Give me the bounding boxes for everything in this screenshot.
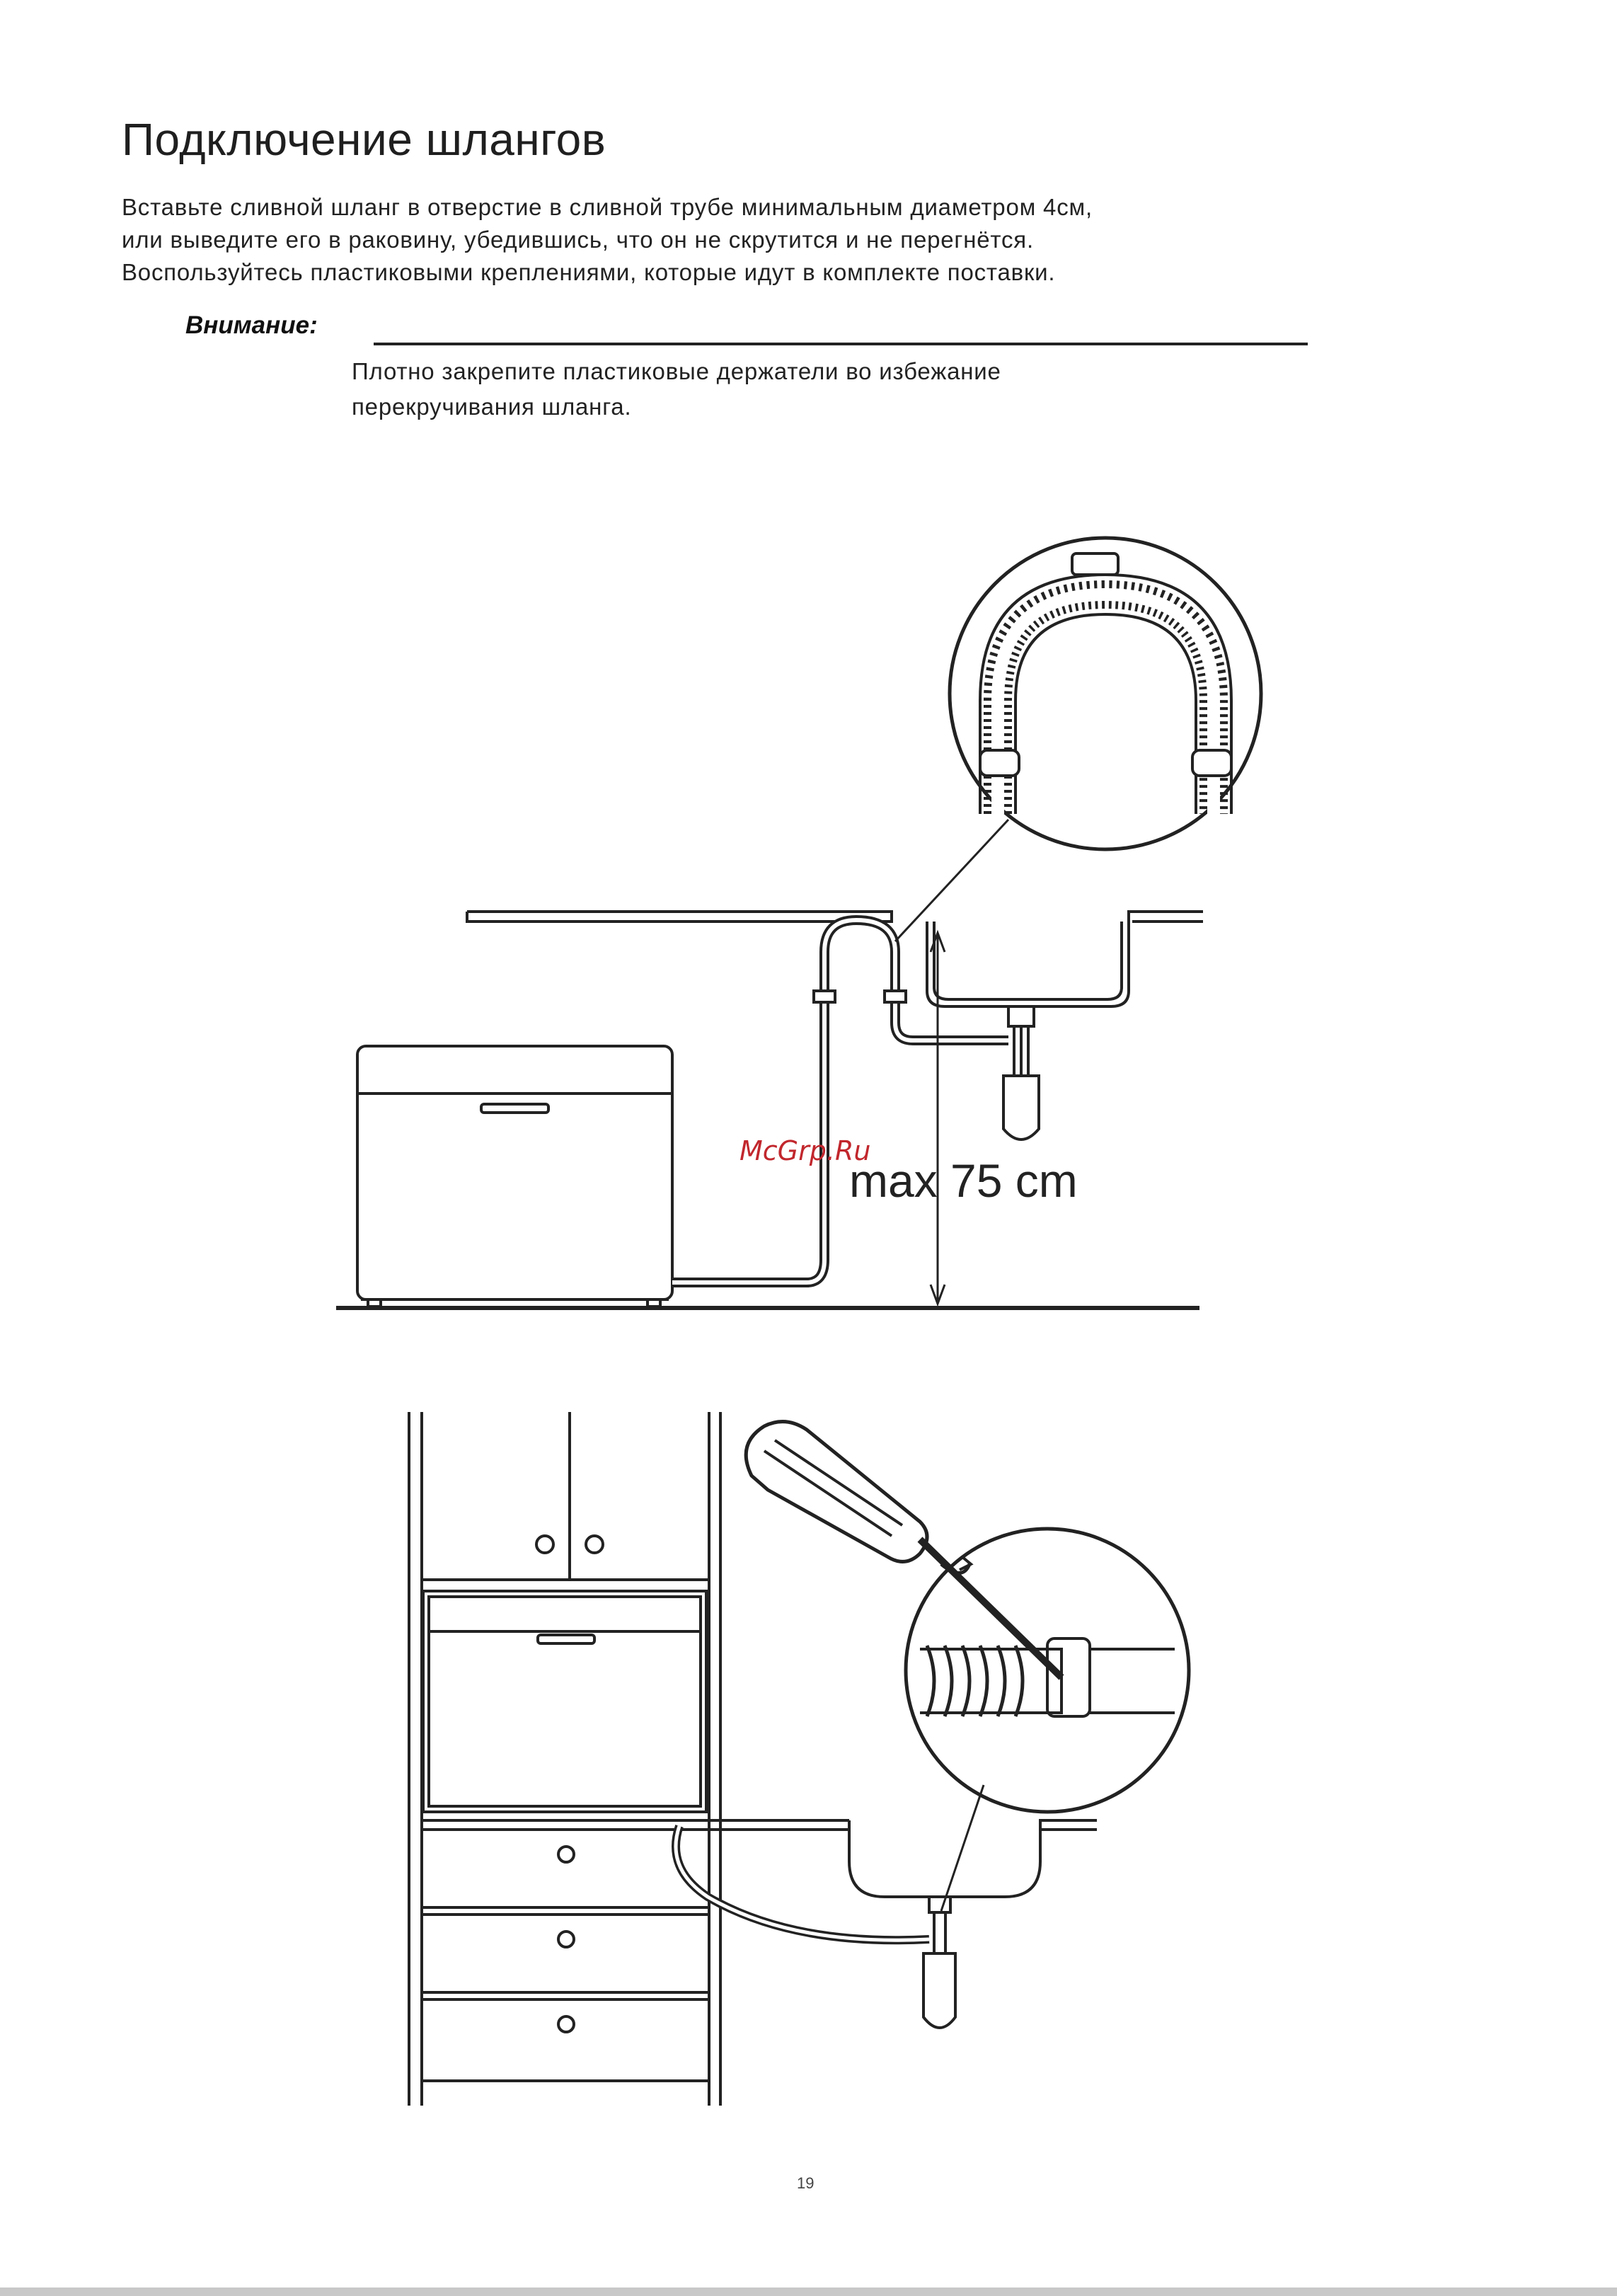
instruction-line: Вставьте сливной шланг в отверстие в сливной трубе минимальным диаметром 4см, <box>122 194 1093 220</box>
watermark: McGrp.Ru <box>740 1135 871 1166</box>
screwdriver-icon <box>746 1422 1061 1677</box>
attention-note-line: перекручивания шланга. <box>352 394 632 420</box>
cabinet-drawers <box>422 1847 709 2081</box>
instruction-line: Воспользуйтесь пластиковыми креплениями, которые идут в комплекте поставки. <box>122 259 1056 285</box>
instruction-line: или выведите его в раковину, убедившись, что он не скрутится и не перегнётся. <box>122 226 1034 253</box>
built-in-dishwasher <box>423 1591 706 1812</box>
page-number: 19 <box>797 2174 815 2192</box>
attention-note-line: Плотно закрепите пластиковые держатели во избежание <box>352 358 1001 384</box>
height-limit-label: max 75 cm <box>849 1154 1078 1207</box>
sink-bowl <box>849 1820 1097 1897</box>
kitchen-cabinet <box>409 1412 720 2106</box>
detail-connector-line <box>941 1785 984 1911</box>
page-title: Подключение шлангов <box>122 114 606 165</box>
viewer-bottom-bar <box>0 2288 1617 2296</box>
sink-drain-trap <box>923 1897 955 2028</box>
attention-label: Внимание: <box>185 311 318 339</box>
drain-hose <box>676 1826 929 1940</box>
